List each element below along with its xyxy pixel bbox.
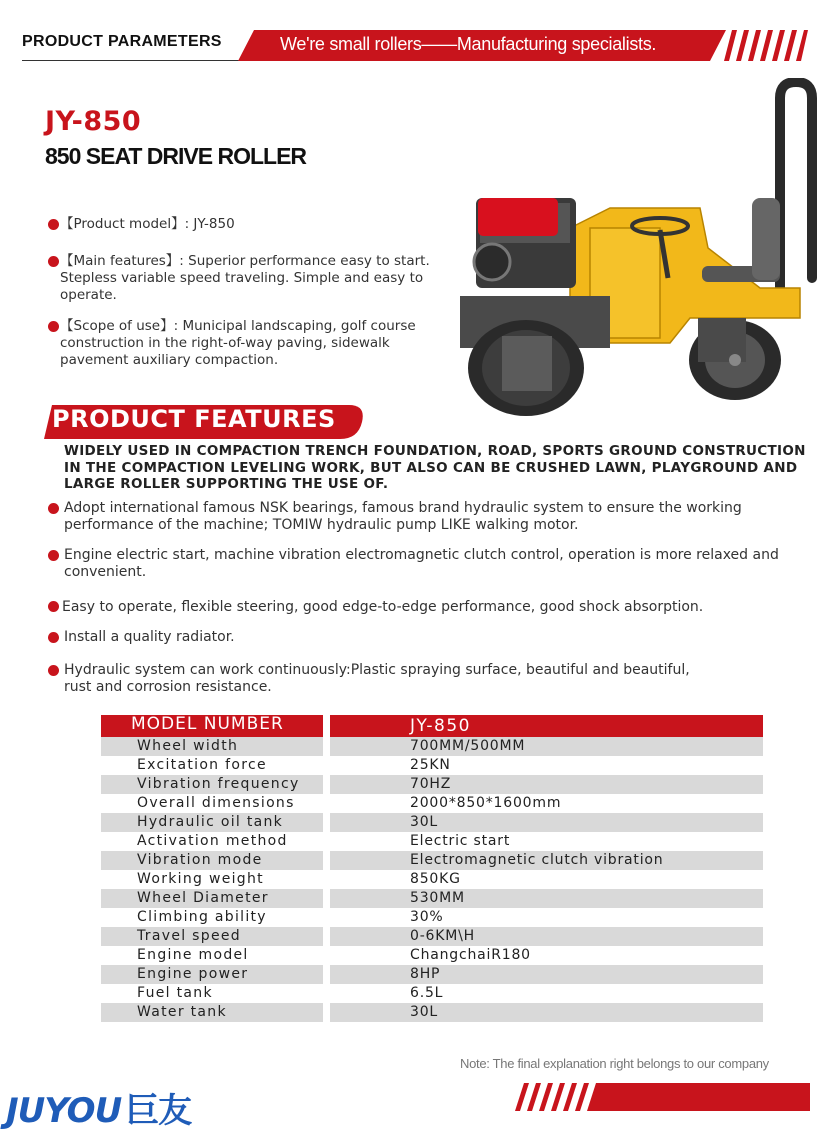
row-label: Travel speed [137,928,241,944]
row-value: 0-6KM\H [410,928,475,944]
feature-item: Easy to operate, flexible steering, good edge-to-edge performance, good shock absorption. [62,599,704,615]
row-value: ChangchaiR180 [410,947,531,963]
header-stripes [724,30,808,61]
features-intro: WIDELY USED IN COMPACTION TRENCH FOUNDATION, ROAD, SPORTS GROUND CONSTRUCTION IN THE COMPACTION LEVELING WORK, BUT ALSO CAN BE CRUSHED LAWN, PLAYGROUND AND LARGE ROLLER SUPPORTING THE USE OF. [64,443,806,492]
row-label: Climbing ability [137,909,267,925]
logo-cn: 巨友 [125,1091,192,1131]
features-heading: PRODUCT FEATURES [52,405,336,433]
row-label: Wheel Diameter [137,890,269,906]
row-value: 30L [410,1004,439,1020]
row-label: Vibration frequency [137,776,300,792]
row-value: 30L [410,814,439,830]
bullet-dot [48,321,59,332]
row-value: 6.5L [410,985,444,1001]
row-value: Electromagnetic clutch vibration [410,852,664,868]
table-row [101,851,763,870]
spec-product-model: 【Product model】: JY-850 [60,216,235,232]
row-label: Fuel tank [137,985,213,1001]
feature-item: Hydraulic system can work continuously:Plastic spraying surface, beautiful and beautiful, rust and corrosion resistance. [64,662,690,695]
row-value: 850KG [410,871,461,887]
row-value: 25KN [410,757,451,773]
table-row [101,965,763,984]
table-row [101,794,763,813]
header-underline [22,60,252,61]
table-header-row [101,715,763,734]
row-label: Hydraulic oil tank [137,814,284,830]
row-value: 8HP [410,966,441,982]
row-value: 530MM [410,890,465,906]
spec-scope-of-use: 【Scope of use】: Municipal landscaping, golf course construction in the right-of-way paving, sidewalk pavement auxiliary compaction. [60,318,416,368]
slogan-text: We're small rollers——Manufacturing specialists. [280,34,657,54]
row-value: 700MM/500MM [410,738,526,754]
bullet-dot [48,665,59,676]
logo-text: JUYOU [6,1091,122,1131]
table-row [101,756,763,775]
row-value: 30% [410,909,444,925]
section-label: PRODUCT PARAMETERS [22,33,222,50]
table-row [101,946,763,965]
feature-item: Install a quality radiator. [64,629,235,645]
feature-item: Adopt international famous NSK bearings, famous brand hydraulic system to ensure the working performance of the machine; TOMIW hydraulic pump LIKE walking motor. [64,500,742,533]
row-label: Engine model [137,947,249,963]
product-title: 850 SEAT DRIVE ROLLER [45,143,307,169]
row-value: 70HZ [410,776,452,792]
row-value: Electric start [410,833,511,849]
table-row [101,1003,763,1022]
row-label: Water tank [137,1004,227,1020]
table-header-label: MODEL NUMBER [131,714,284,734]
row-value: 2000*850*1600mm [410,795,562,811]
row-label: Activation method [137,833,288,849]
table-row [101,927,763,946]
table-row [101,908,763,927]
product-model-heading: JY-850 [45,106,142,137]
bullet-dot [48,601,59,612]
feature-item: Engine electric start, machine vibration electromagnetic clutch control, operation is more relaxed and convenient. [64,547,779,580]
table-header-value: JY-850 [410,716,471,736]
table-row [101,889,763,908]
table-row [101,775,763,794]
row-label: Engine power [137,966,249,982]
bullet-dot [48,256,59,267]
bullet-dot [48,219,59,230]
row-label: Working weight [137,871,264,887]
table-row [101,870,763,889]
brand-logo [6,1083,191,1132]
bullet-dot [48,503,59,514]
row-label: Overall dimensions [137,795,295,811]
footer-note: Note: The final explanation right belongs to our company [460,1056,769,1071]
table-row [101,832,763,851]
roller-machine-image [440,78,820,418]
row-label: Excitation force [137,757,267,773]
row-label: Vibration mode [137,852,263,868]
table-row [101,984,763,1003]
spec-main-features: 【Main features】: Superior performance easy to start. Stepless variable speed traveling. Simple and easy to operate. [60,253,430,303]
table-row [101,737,763,756]
bullet-dot [48,632,59,643]
row-label: Wheel width [137,738,239,754]
table-row [101,813,763,832]
footer-stripes [514,1083,810,1111]
bullet-dot [48,550,59,561]
